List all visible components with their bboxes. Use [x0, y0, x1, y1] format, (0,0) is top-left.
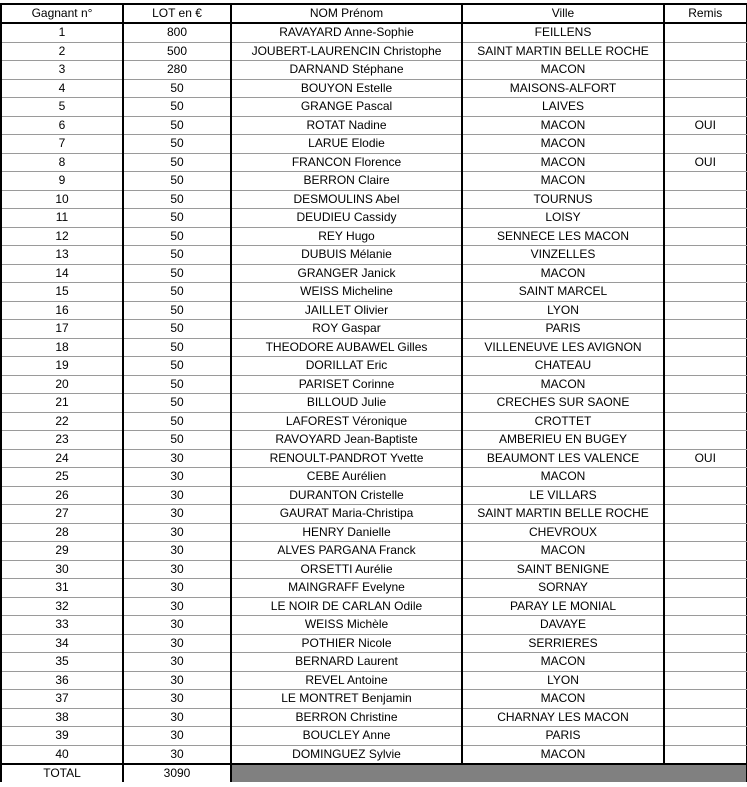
cell-remis [664, 209, 746, 228]
cell-gagnant: 13 [1, 246, 123, 265]
cell-remis [664, 357, 746, 376]
cell-nom: PARISET Corinne [231, 375, 462, 394]
cell-remis [664, 412, 746, 431]
cell-lot: 50 [123, 320, 231, 339]
cell-nom: DEUDIEU Cassidy [231, 209, 462, 228]
cell-remis [664, 135, 746, 154]
cell-lot: 30 [123, 505, 231, 524]
table-row [1, 283, 746, 302]
cell-gagnant: 4 [1, 79, 123, 98]
cell-nom: REY Hugo [231, 227, 462, 246]
cell-remis: OUI [664, 116, 746, 135]
cell-remis [664, 505, 746, 524]
cell-remis [664, 727, 746, 746]
cell-lot: 30 [123, 579, 231, 598]
cell-lot: 50 [123, 135, 231, 154]
cell-remis [664, 634, 746, 653]
cell-nom: FRANCON Florence [231, 153, 462, 172]
cell-lot: 30 [123, 449, 231, 468]
total-value: 3090 [123, 764, 231, 782]
cell-lot: 50 [123, 153, 231, 172]
table-row [1, 338, 746, 357]
cell-gagnant: 38 [1, 708, 123, 727]
cell-lot: 30 [123, 523, 231, 542]
cell-nom: RAVAYARD Anne-Sophie [231, 23, 462, 42]
table-row [1, 449, 746, 468]
cell-ville: MACON [462, 264, 664, 283]
cell-gagnant: 14 [1, 264, 123, 283]
cell-ville: VINZELLES [462, 246, 664, 265]
total-row [1, 764, 746, 782]
cell-ville: SORNAY [462, 579, 664, 598]
table-row [1, 431, 746, 450]
cell-gagnant: 21 [1, 394, 123, 413]
table-body [1, 23, 746, 764]
cell-ville: CHATEAU [462, 357, 664, 376]
cell-nom: ROTAT Nadine [231, 116, 462, 135]
cell-ville: MACON [462, 653, 664, 672]
table-row [1, 505, 746, 524]
cell-remis [664, 42, 746, 61]
table-row [1, 190, 746, 209]
cell-nom: POTHIER Nicole [231, 634, 462, 653]
cell-lot: 50 [123, 98, 231, 117]
cell-nom: RAVOYARD Jean-Baptiste [231, 431, 462, 450]
cell-lot: 50 [123, 301, 231, 320]
cell-nom: ORSETTI Aurélie [231, 560, 462, 579]
cell-remis [664, 560, 746, 579]
cell-gagnant: 28 [1, 523, 123, 542]
cell-ville: LYON [462, 671, 664, 690]
cell-ville: BEAUMONT LES VALENCE [462, 449, 664, 468]
table-row [1, 542, 746, 561]
cell-lot: 30 [123, 653, 231, 672]
cell-gagnant: 35 [1, 653, 123, 672]
cell-gagnant: 37 [1, 690, 123, 709]
cell-nom: ROY Gaspar [231, 320, 462, 339]
cell-gagnant: 36 [1, 671, 123, 690]
cell-nom: JOUBERT-LAURENCIN Christophe [231, 42, 462, 61]
cell-ville: CROTTET [462, 412, 664, 431]
cell-remis [664, 431, 746, 450]
cell-nom: DURANTON Cristelle [231, 486, 462, 505]
cell-lot: 30 [123, 560, 231, 579]
table-row [1, 357, 746, 376]
header-ville: Ville [462, 4, 664, 23]
table-row [1, 264, 746, 283]
table-row [1, 708, 746, 727]
cell-ville: MACON [462, 135, 664, 154]
cell-ville: LYON [462, 301, 664, 320]
cell-nom: BOUCLEY Anne [231, 727, 462, 746]
cell-lot: 30 [123, 486, 231, 505]
cell-nom: ALVES PARGANA Franck [231, 542, 462, 561]
cell-nom: THEODORE AUBAWEL Gilles [231, 338, 462, 357]
cell-ville: CHEVROUX [462, 523, 664, 542]
cell-lot: 50 [123, 209, 231, 228]
table-row [1, 320, 746, 339]
cell-ville: AMBERIEU EN BUGEY [462, 431, 664, 450]
cell-ville: MACON [462, 153, 664, 172]
cell-gagnant: 34 [1, 634, 123, 653]
cell-gagnant: 26 [1, 486, 123, 505]
cell-gagnant: 24 [1, 449, 123, 468]
cell-gagnant: 25 [1, 468, 123, 487]
table-row [1, 153, 746, 172]
table-row [1, 560, 746, 579]
cell-lot: 50 [123, 116, 231, 135]
cell-lot: 50 [123, 79, 231, 98]
winners-table [0, 3, 747, 782]
cell-lot: 30 [123, 690, 231, 709]
cell-lot: 50 [123, 283, 231, 302]
cell-gagnant: 6 [1, 116, 123, 135]
cell-remis [664, 394, 746, 413]
table-row [1, 135, 746, 154]
cell-lot: 30 [123, 745, 231, 764]
header-row [1, 4, 746, 23]
cell-remis [664, 542, 746, 561]
cell-remis [664, 283, 746, 302]
cell-ville: PARAY LE MONIAL [462, 597, 664, 616]
cell-lot: 30 [123, 634, 231, 653]
cell-gagnant: 18 [1, 338, 123, 357]
cell-nom: GRANGER Janick [231, 264, 462, 283]
cell-nom: REVEL Antoine [231, 671, 462, 690]
cell-lot: 50 [123, 394, 231, 413]
cell-lot: 50 [123, 190, 231, 209]
total-label: TOTAL [1, 764, 123, 782]
cell-gagnant: 30 [1, 560, 123, 579]
cell-lot: 30 [123, 468, 231, 487]
cell-ville: CRECHES SUR SAONE [462, 394, 664, 413]
table-row [1, 690, 746, 709]
cell-nom: LE MONTRET Benjamin [231, 690, 462, 709]
table-row [1, 412, 746, 431]
cell-ville: MACON [462, 690, 664, 709]
cell-gagnant: 22 [1, 412, 123, 431]
table-row [1, 301, 746, 320]
cell-remis [664, 338, 746, 357]
table-row [1, 23, 746, 42]
cell-nom: HENRY Danielle [231, 523, 462, 542]
table-row [1, 468, 746, 487]
cell-gagnant: 33 [1, 616, 123, 635]
cell-ville: SENNECE LES MACON [462, 227, 664, 246]
cell-gagnant: 39 [1, 727, 123, 746]
cell-remis: OUI [664, 449, 746, 468]
cell-remis [664, 579, 746, 598]
cell-remis [664, 523, 746, 542]
header-lot: LOT en € [123, 4, 231, 23]
cell-ville: MACON [462, 172, 664, 191]
cell-nom: GAURAT Maria-Christipa [231, 505, 462, 524]
table-row [1, 209, 746, 228]
cell-ville: VILLENEUVE LES AVIGNON [462, 338, 664, 357]
cell-lot: 30 [123, 597, 231, 616]
cell-lot: 50 [123, 338, 231, 357]
cell-gagnant: 23 [1, 431, 123, 450]
cell-lot: 50 [123, 431, 231, 450]
cell-ville: SAINT MARTIN BELLE ROCHE [462, 42, 664, 61]
cell-lot: 30 [123, 671, 231, 690]
cell-gagnant: 16 [1, 301, 123, 320]
cell-gagnant: 31 [1, 579, 123, 598]
cell-nom: DUBUIS Mélanie [231, 246, 462, 265]
cell-nom: LE NOIR DE CARLAN Odile [231, 597, 462, 616]
cell-ville: MAISONS-ALFORT [462, 79, 664, 98]
cell-lot: 50 [123, 227, 231, 246]
cell-lot: 30 [123, 727, 231, 746]
cell-lot: 30 [123, 708, 231, 727]
cell-remis [664, 264, 746, 283]
cell-nom: DOMINGUEZ Sylvie [231, 745, 462, 764]
cell-ville: DAVAYE [462, 616, 664, 635]
table-row [1, 79, 746, 98]
table-row [1, 42, 746, 61]
table-row [1, 616, 746, 635]
cell-remis [664, 486, 746, 505]
cell-ville: MACON [462, 745, 664, 764]
cell-remis [664, 79, 746, 98]
cell-nom: BERRON Christine [231, 708, 462, 727]
cell-ville: SAINT MARCEL [462, 283, 664, 302]
cell-gagnant: 40 [1, 745, 123, 764]
cell-lot: 50 [123, 357, 231, 376]
cell-ville: PARIS [462, 727, 664, 746]
table-row [1, 172, 746, 191]
cell-remis [664, 320, 746, 339]
cell-gagnant: 11 [1, 209, 123, 228]
cell-gagnant: 1 [1, 23, 123, 42]
cell-remis [664, 227, 746, 246]
cell-ville: SAINT MARTIN BELLE ROCHE [462, 505, 664, 524]
cell-nom: DARNAND Stéphane [231, 61, 462, 80]
cell-gagnant: 17 [1, 320, 123, 339]
cell-remis: OUI [664, 153, 746, 172]
header-gagnant: Gagnant n° [1, 4, 123, 23]
cell-lot: 50 [123, 264, 231, 283]
table-row [1, 394, 746, 413]
cell-lot: 50 [123, 172, 231, 191]
cell-gagnant: 9 [1, 172, 123, 191]
cell-remis [664, 23, 746, 42]
cell-remis [664, 671, 746, 690]
cell-ville: SAINT BENIGNE [462, 560, 664, 579]
cell-remis [664, 301, 746, 320]
cell-ville: MACON [462, 61, 664, 80]
header-remis: Remis [664, 4, 746, 23]
cell-gagnant: 3 [1, 61, 123, 80]
cell-remis [664, 468, 746, 487]
cell-nom: JAILLET Olivier [231, 301, 462, 320]
cell-gagnant: 7 [1, 135, 123, 154]
cell-gagnant: 29 [1, 542, 123, 561]
cell-ville: LAIVES [462, 98, 664, 117]
table-row [1, 486, 746, 505]
cell-lot: 50 [123, 412, 231, 431]
table-row [1, 61, 746, 80]
cell-remis [664, 708, 746, 727]
cell-remis [664, 61, 746, 80]
cell-nom: WEISS Michèle [231, 616, 462, 635]
cell-nom: BOUYON Estelle [231, 79, 462, 98]
cell-nom: DORILLAT Eric [231, 357, 462, 376]
table-row [1, 116, 746, 135]
table-row [1, 745, 746, 764]
table-row [1, 523, 746, 542]
cell-nom: BERRON Claire [231, 172, 462, 191]
cell-ville: LOISY [462, 209, 664, 228]
table-row [1, 375, 746, 394]
cell-remis [664, 745, 746, 764]
cell-gagnant: 19 [1, 357, 123, 376]
cell-nom: RENOULT-PANDROT Yvette [231, 449, 462, 468]
cell-nom: BILLOUD Julie [231, 394, 462, 413]
cell-remis [664, 98, 746, 117]
cell-remis [664, 653, 746, 672]
cell-nom: BERNARD Laurent [231, 653, 462, 672]
cell-remis [664, 246, 746, 265]
cell-ville: MACON [462, 542, 664, 561]
cell-gagnant: 5 [1, 98, 123, 117]
cell-gagnant: 27 [1, 505, 123, 524]
cell-gagnant: 10 [1, 190, 123, 209]
cell-nom: WEISS Micheline [231, 283, 462, 302]
cell-gagnant: 32 [1, 597, 123, 616]
cell-ville: MACON [462, 375, 664, 394]
cell-lot: 30 [123, 616, 231, 635]
table-row [1, 98, 746, 117]
table-row [1, 653, 746, 672]
total-gray-fill [231, 764, 746, 782]
cell-gagnant: 12 [1, 227, 123, 246]
cell-nom: MAINGRAFF Evelyne [231, 579, 462, 598]
cell-gagnant: 20 [1, 375, 123, 394]
cell-nom: GRANGE Pascal [231, 98, 462, 117]
table-row [1, 246, 746, 265]
table-row [1, 227, 746, 246]
cell-ville: SERRIERES [462, 634, 664, 653]
cell-ville: FEILLENS [462, 23, 664, 42]
cell-ville: MACON [462, 116, 664, 135]
cell-remis [664, 616, 746, 635]
cell-lot: 50 [123, 246, 231, 265]
cell-remis [664, 190, 746, 209]
cell-lot: 30 [123, 542, 231, 561]
table-row [1, 671, 746, 690]
table-row [1, 634, 746, 653]
cell-nom: LAFOREST Véronique [231, 412, 462, 431]
cell-nom: LARUE Elodie [231, 135, 462, 154]
cell-remis [664, 375, 746, 394]
cell-lot: 50 [123, 375, 231, 394]
cell-lot: 500 [123, 42, 231, 61]
table-row [1, 579, 746, 598]
header-nom: NOM Prénom [231, 4, 462, 23]
table-row [1, 727, 746, 746]
cell-gagnant: 2 [1, 42, 123, 61]
cell-ville: TOURNUS [462, 190, 664, 209]
cell-gagnant: 8 [1, 153, 123, 172]
cell-remis [664, 690, 746, 709]
cell-nom: DESMOULINS Abel [231, 190, 462, 209]
table-row [1, 597, 746, 616]
cell-remis [664, 172, 746, 191]
cell-nom: CEBE Aurélien [231, 468, 462, 487]
cell-lot: 800 [123, 23, 231, 42]
cell-ville: PARIS [462, 320, 664, 339]
cell-remis [664, 597, 746, 616]
cell-gagnant: 15 [1, 283, 123, 302]
cell-lot: 280 [123, 61, 231, 80]
cell-ville: LE VILLARS [462, 486, 664, 505]
cell-ville: CHARNAY LES MACON [462, 708, 664, 727]
cell-ville: MACON [462, 468, 664, 487]
